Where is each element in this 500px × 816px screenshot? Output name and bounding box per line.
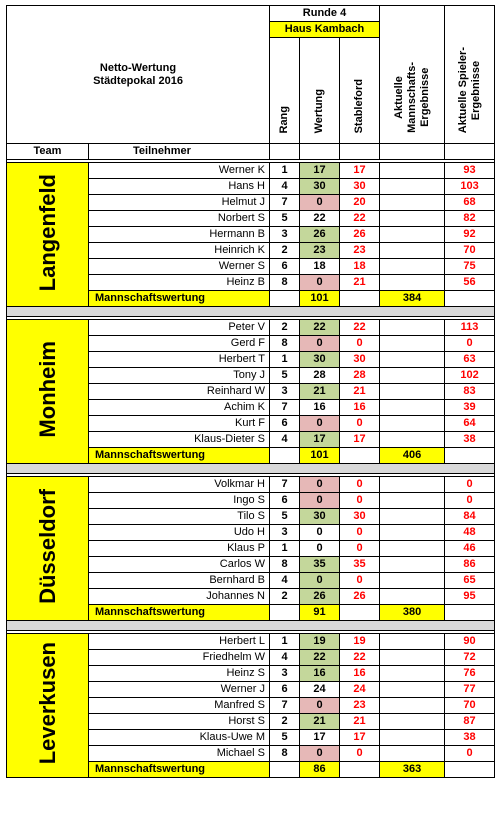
player-rank: 2 bbox=[270, 589, 300, 605]
team-name-cell bbox=[7, 477, 89, 621]
player-result: 48 bbox=[445, 525, 495, 541]
player-result: 82 bbox=[445, 211, 495, 227]
player-stableford: 0 bbox=[340, 573, 380, 589]
team-total-player-empty bbox=[445, 291, 495, 307]
player-score: 24 bbox=[300, 682, 340, 698]
player-name: Achim K bbox=[89, 400, 270, 416]
team-total-stableford-empty bbox=[340, 291, 380, 307]
player-stableford: 21 bbox=[340, 384, 380, 400]
separator-row bbox=[7, 621, 495, 631]
player-score: 16 bbox=[300, 666, 340, 682]
player-rank: 7 bbox=[270, 698, 300, 714]
player-name: Herbert L bbox=[89, 634, 270, 650]
table-row bbox=[7, 163, 495, 179]
player-rank: 1 bbox=[270, 634, 300, 650]
player-result: 0 bbox=[445, 746, 495, 762]
team-result-empty bbox=[380, 336, 445, 352]
player-score: 30 bbox=[300, 509, 340, 525]
player-name: Bernhard B bbox=[89, 573, 270, 589]
team-result: 406 bbox=[380, 448, 445, 464]
team-total-label: Mannschaftswertung bbox=[89, 762, 270, 778]
team-total-score: 101 bbox=[300, 291, 340, 307]
player-rank: 1 bbox=[270, 163, 300, 179]
player-score: 0 bbox=[300, 525, 340, 541]
player-stableford: 19 bbox=[340, 634, 380, 650]
team-result-empty bbox=[380, 227, 445, 243]
team-result-empty bbox=[380, 163, 445, 179]
player-stableford: 16 bbox=[340, 666, 380, 682]
player-score: 18 bbox=[300, 259, 340, 275]
player-rank: 2 bbox=[270, 320, 300, 336]
player-score: 19 bbox=[300, 634, 340, 650]
player-stableford: 18 bbox=[340, 259, 380, 275]
team-result-empty bbox=[380, 650, 445, 666]
team-result-empty bbox=[380, 493, 445, 509]
player-stableford: 35 bbox=[340, 557, 380, 573]
team-result-empty bbox=[380, 698, 445, 714]
team-total-rank-empty bbox=[270, 448, 300, 464]
player-name: Tony J bbox=[89, 368, 270, 384]
player-result: 70 bbox=[445, 698, 495, 714]
player-name: Heinrich K bbox=[89, 243, 270, 259]
player-score: 35 bbox=[300, 557, 340, 573]
player-stableford: 30 bbox=[340, 179, 380, 195]
player-rank: 5 bbox=[270, 368, 300, 384]
player-name: Hans H bbox=[89, 179, 270, 195]
player-stableford: 17 bbox=[340, 432, 380, 448]
player-name: Heinz B bbox=[89, 275, 270, 291]
team-name: Monheim bbox=[35, 341, 60, 438]
player-stableford: 22 bbox=[340, 320, 380, 336]
player-result: 0 bbox=[445, 336, 495, 352]
team-result: 363 bbox=[380, 762, 445, 778]
player-score: 0 bbox=[300, 416, 340, 432]
round-label: Runde 4 bbox=[270, 6, 380, 22]
player-name: Michael S bbox=[89, 746, 270, 762]
page-title bbox=[7, 6, 270, 144]
team-result-empty bbox=[380, 243, 445, 259]
player-score: 17 bbox=[300, 432, 340, 448]
player-score: 17 bbox=[300, 730, 340, 746]
team-result-empty bbox=[380, 573, 445, 589]
team-result-empty bbox=[380, 400, 445, 416]
player-rank: 2 bbox=[270, 714, 300, 730]
separator-row bbox=[7, 464, 495, 474]
team-result-empty bbox=[380, 320, 445, 336]
player-name: Ingo S bbox=[89, 493, 270, 509]
player-stableford: 28 bbox=[340, 368, 380, 384]
player-result: 38 bbox=[445, 432, 495, 448]
team-total-player-empty bbox=[445, 448, 495, 464]
player-score: 0 bbox=[300, 746, 340, 762]
player-result: 84 bbox=[445, 509, 495, 525]
player-rank: 5 bbox=[270, 509, 300, 525]
table-row bbox=[7, 320, 495, 336]
player-rank: 8 bbox=[270, 275, 300, 291]
player-stableford: 26 bbox=[340, 589, 380, 605]
player-stableford: 23 bbox=[340, 698, 380, 714]
player-rank: 8 bbox=[270, 557, 300, 573]
team-column-header: Team bbox=[7, 144, 89, 160]
player-stableford: 23 bbox=[340, 243, 380, 259]
team-result-empty bbox=[380, 682, 445, 698]
player-result: 68 bbox=[445, 195, 495, 211]
player-result: 46 bbox=[445, 541, 495, 557]
team-result-empty bbox=[380, 179, 445, 195]
player-result: 86 bbox=[445, 557, 495, 573]
player-name: Werner K bbox=[89, 163, 270, 179]
player-result: 113 bbox=[445, 320, 495, 336]
player-stableford: 22 bbox=[340, 211, 380, 227]
team-result-empty bbox=[380, 195, 445, 211]
player-stableford: 16 bbox=[340, 400, 380, 416]
player-stableford: 17 bbox=[340, 730, 380, 746]
team-result-empty bbox=[380, 746, 445, 762]
player-result: 0 bbox=[445, 493, 495, 509]
player-score: 30 bbox=[300, 352, 340, 368]
team-result-empty bbox=[380, 666, 445, 682]
table-row bbox=[7, 634, 495, 650]
player-result: 102 bbox=[445, 368, 495, 384]
player-result: 95 bbox=[445, 589, 495, 605]
team-result-empty bbox=[380, 352, 445, 368]
player-score: 0 bbox=[300, 541, 340, 557]
player-result: 56 bbox=[445, 275, 495, 291]
team-name-cell bbox=[7, 320, 89, 464]
team-total-rank-empty bbox=[270, 291, 300, 307]
team-total-stableford-empty bbox=[340, 605, 380, 621]
team-result-empty bbox=[380, 477, 445, 493]
player-score: 16 bbox=[300, 400, 340, 416]
player-rank: 3 bbox=[270, 666, 300, 682]
player-name: Helmut J bbox=[89, 195, 270, 211]
player-name: Hermann B bbox=[89, 227, 270, 243]
team-total-rank-empty bbox=[270, 605, 300, 621]
player-stableford: 0 bbox=[340, 336, 380, 352]
player-stableford: 30 bbox=[340, 352, 380, 368]
player-name: Klaus-Uwe M bbox=[89, 730, 270, 746]
player-score: 21 bbox=[300, 714, 340, 730]
results-table bbox=[6, 5, 495, 778]
player-score: 22 bbox=[300, 650, 340, 666]
player-score: 0 bbox=[300, 477, 340, 493]
player-stableford: 0 bbox=[340, 416, 380, 432]
player-stableford: 0 bbox=[340, 746, 380, 762]
team-result-empty bbox=[380, 509, 445, 525]
team-total-stableford-empty bbox=[340, 762, 380, 778]
player-result: 70 bbox=[445, 243, 495, 259]
team-result-empty bbox=[380, 384, 445, 400]
team-result-empty bbox=[380, 432, 445, 448]
player-stableford: 20 bbox=[340, 195, 380, 211]
player-stableford: 0 bbox=[340, 493, 380, 509]
player-score: 28 bbox=[300, 368, 340, 384]
player-name: Udo H bbox=[89, 525, 270, 541]
player-stableford: 0 bbox=[340, 541, 380, 557]
player-name: Tilo S bbox=[89, 509, 270, 525]
team-total-label: Mannschaftswertung bbox=[89, 448, 270, 464]
player-rank: 3 bbox=[270, 384, 300, 400]
venue-label: Haus Kambach bbox=[270, 22, 380, 38]
player-result: 38 bbox=[445, 730, 495, 746]
team-result: 380 bbox=[380, 605, 445, 621]
player-score: 22 bbox=[300, 211, 340, 227]
player-stableford: 24 bbox=[340, 682, 380, 698]
separator-row bbox=[7, 307, 495, 317]
player-name: Reinhard W bbox=[89, 384, 270, 400]
player-name: Friedhelm W bbox=[89, 650, 270, 666]
player-result: 87 bbox=[445, 714, 495, 730]
team-total-score: 86 bbox=[300, 762, 340, 778]
player-score: 23 bbox=[300, 243, 340, 259]
player-rank: 3 bbox=[270, 525, 300, 541]
team-name: Düsseldorf bbox=[35, 489, 60, 604]
team-total-stableford-empty bbox=[340, 448, 380, 464]
player-result: 64 bbox=[445, 416, 495, 432]
player-rank: 7 bbox=[270, 400, 300, 416]
player-rank: 4 bbox=[270, 432, 300, 448]
player-stableford: 30 bbox=[340, 509, 380, 525]
player-name: Herbert T bbox=[89, 352, 270, 368]
player-rank: 5 bbox=[270, 211, 300, 227]
player-rank: 7 bbox=[270, 477, 300, 493]
team-result-empty bbox=[380, 275, 445, 291]
player-result: 92 bbox=[445, 227, 495, 243]
player-stableford: 26 bbox=[340, 227, 380, 243]
player-rank: 6 bbox=[270, 416, 300, 432]
player-score: 26 bbox=[300, 589, 340, 605]
team-result-empty bbox=[380, 211, 445, 227]
team-result-empty bbox=[380, 589, 445, 605]
player-result: 93 bbox=[445, 163, 495, 179]
player-column-header: Teilnehmer bbox=[89, 144, 270, 160]
player-rank: 1 bbox=[270, 352, 300, 368]
player-score: 0 bbox=[300, 493, 340, 509]
team-total-score: 101 bbox=[300, 448, 340, 464]
player-result: 65 bbox=[445, 573, 495, 589]
player-results-header: Aktuelle Spieler- Ergebnisse bbox=[445, 6, 495, 144]
player-name: Johannes N bbox=[89, 589, 270, 605]
team-result: 384 bbox=[380, 291, 445, 307]
player-name: Carlos W bbox=[89, 557, 270, 573]
player-rank: 5 bbox=[270, 730, 300, 746]
player-rank: 2 bbox=[270, 243, 300, 259]
player-score: 0 bbox=[300, 573, 340, 589]
player-stableford: 22 bbox=[340, 650, 380, 666]
player-rank: 6 bbox=[270, 493, 300, 509]
player-stableford: 0 bbox=[340, 525, 380, 541]
team-total-rank-empty bbox=[270, 762, 300, 778]
table-row bbox=[7, 477, 495, 493]
team-name-cell bbox=[7, 163, 89, 307]
player-result: 75 bbox=[445, 259, 495, 275]
player-score: 17 bbox=[300, 163, 340, 179]
player-name: Klaus-Dieter S bbox=[89, 432, 270, 448]
player-rank: 4 bbox=[270, 179, 300, 195]
team-total-label: Mannschaftswertung bbox=[89, 291, 270, 307]
team-name: Leverkusen bbox=[35, 642, 60, 765]
rank-header: Rang bbox=[270, 38, 300, 144]
player-result: 76 bbox=[445, 666, 495, 682]
player-score: 0 bbox=[300, 275, 340, 291]
player-stableford: 17 bbox=[340, 163, 380, 179]
player-score: 22 bbox=[300, 320, 340, 336]
team-result-empty bbox=[380, 714, 445, 730]
team-name: Langenfeld bbox=[35, 173, 60, 292]
player-name: Gerd F bbox=[89, 336, 270, 352]
player-rank: 4 bbox=[270, 650, 300, 666]
stableford-header: Stableford bbox=[340, 38, 380, 144]
team-total-player-empty bbox=[445, 762, 495, 778]
player-rank: 8 bbox=[270, 336, 300, 352]
player-score: 0 bbox=[300, 698, 340, 714]
player-score: 30 bbox=[300, 179, 340, 195]
player-rank: 4 bbox=[270, 573, 300, 589]
player-name: Peter V bbox=[89, 320, 270, 336]
player-name: Werner S bbox=[89, 259, 270, 275]
player-name: Kurt F bbox=[89, 416, 270, 432]
player-score: 26 bbox=[300, 227, 340, 243]
player-score: 0 bbox=[300, 336, 340, 352]
team-results-header: Aktuelle Mannschafts- Ergebnisse bbox=[380, 6, 445, 144]
player-stableford: 0 bbox=[340, 477, 380, 493]
team-result-empty bbox=[380, 730, 445, 746]
player-name: Manfred S bbox=[89, 698, 270, 714]
player-result: 0 bbox=[445, 477, 495, 493]
team-result-empty bbox=[380, 259, 445, 275]
player-rank: 8 bbox=[270, 746, 300, 762]
player-name: Volkmar H bbox=[89, 477, 270, 493]
player-score: 0 bbox=[300, 195, 340, 211]
team-result-empty bbox=[380, 557, 445, 573]
team-result-empty bbox=[380, 541, 445, 557]
player-result: 72 bbox=[445, 650, 495, 666]
team-result-empty bbox=[380, 525, 445, 541]
player-stableford: 21 bbox=[340, 275, 380, 291]
player-result: 77 bbox=[445, 682, 495, 698]
score-header: Wertung bbox=[300, 38, 340, 144]
player-score: 21 bbox=[300, 384, 340, 400]
team-total-score: 91 bbox=[300, 605, 340, 621]
team-result-empty bbox=[380, 634, 445, 650]
player-rank: 6 bbox=[270, 682, 300, 698]
team-name-cell bbox=[7, 634, 89, 778]
player-name: Norbert S bbox=[89, 211, 270, 227]
player-result: 90 bbox=[445, 634, 495, 650]
player-result: 63 bbox=[445, 352, 495, 368]
team-result-empty bbox=[380, 368, 445, 384]
player-rank: 6 bbox=[270, 259, 300, 275]
player-name: Horst S bbox=[89, 714, 270, 730]
player-name: Werner J bbox=[89, 682, 270, 698]
player-rank: 3 bbox=[270, 227, 300, 243]
title-line-2: Städtepokal 2016 bbox=[93, 74, 183, 87]
player-result: 103 bbox=[445, 179, 495, 195]
player-result: 39 bbox=[445, 400, 495, 416]
player-name: Heinz S bbox=[89, 666, 270, 682]
player-rank: 1 bbox=[270, 541, 300, 557]
player-result: 83 bbox=[445, 384, 495, 400]
player-rank: 7 bbox=[270, 195, 300, 211]
team-total-label: Mannschaftswertung bbox=[89, 605, 270, 621]
player-stableford: 21 bbox=[340, 714, 380, 730]
player-name: Klaus P bbox=[89, 541, 270, 557]
title-line-1: Netto-Wertung bbox=[99, 61, 177, 74]
team-total-player-empty bbox=[445, 605, 495, 621]
team-result-empty bbox=[380, 416, 445, 432]
